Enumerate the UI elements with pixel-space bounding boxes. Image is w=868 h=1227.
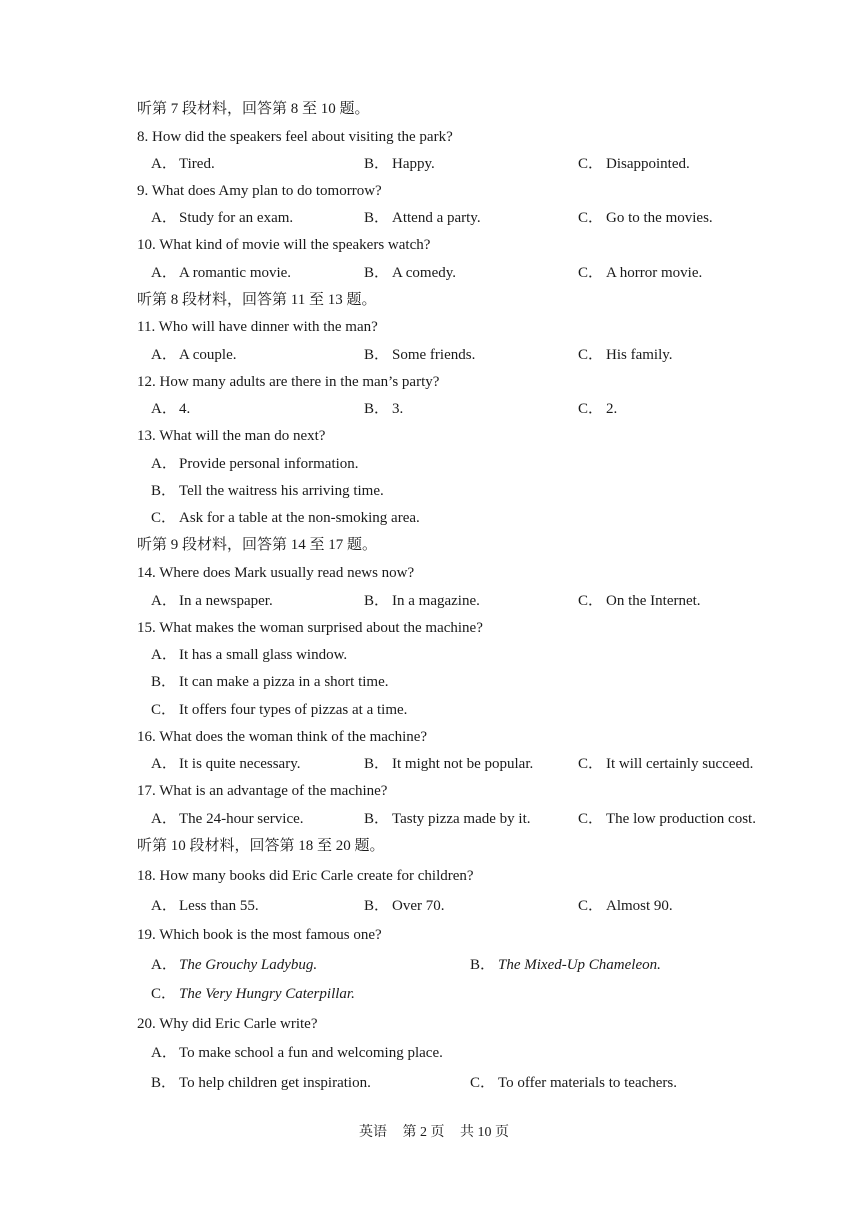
option-a: A． Tired. xyxy=(151,156,215,172)
option-c: C． The low production cost. xyxy=(578,811,756,827)
option-b: B． 3. xyxy=(364,401,404,417)
option-a: A． It is quite necessary. xyxy=(151,756,301,772)
option-b: B． Happy. xyxy=(364,156,435,172)
question-stem: 13. What will the man do next? xyxy=(137,428,326,444)
question-stem: 8. How did the speakers feel about visiting the park? xyxy=(137,129,453,145)
option-b: B． The Mixed-Up Chameleon. xyxy=(470,957,661,973)
option-c: C． Almost 90. xyxy=(578,898,673,914)
footer-subject: 英语 xyxy=(359,1125,387,1140)
question-stem: 10. What kind of movie will the speakers watch? xyxy=(137,237,431,253)
option-a: A． A romantic movie. xyxy=(151,265,292,281)
option-c: C． Disappointed. xyxy=(578,156,690,172)
option-c: C． Ask for a table at the non-smoking area. xyxy=(151,510,420,526)
option-c: C． 2. xyxy=(578,401,618,417)
page-footer xyxy=(0,1121,868,1141)
section-heading: 听第 9 段材料，回答第 14 至 17 题。 xyxy=(137,537,378,553)
option-a: A． In a newspaper. xyxy=(151,593,273,609)
option-b: B． Some friends. xyxy=(364,347,476,363)
option-a: A． Provide personal information. xyxy=(151,456,359,472)
question-stem: 14. Where does Mark usually read news now? xyxy=(137,565,415,581)
option-b: B． Over 70. xyxy=(364,898,445,914)
question-stem: 20. Why did Eric Carle write? xyxy=(137,1016,318,1032)
option-b: B． It can make a pizza in a short time. xyxy=(151,674,389,690)
option-b: B． Tell the waitress his arriving time. xyxy=(151,483,384,499)
option-c: C． His family. xyxy=(578,347,673,363)
option-c: C． Go to the movies. xyxy=(578,210,713,226)
question-stem: 17. What is an advantage of the machine? xyxy=(137,783,388,799)
option-b: B． Tasty pizza made by it. xyxy=(364,811,531,827)
option-a: A． It has a small glass window. xyxy=(151,647,348,663)
footer-page-total: 共 10 页 xyxy=(460,1125,509,1140)
option-a: A． The Grouchy Ladybug. xyxy=(151,957,318,973)
section-heading: 听第 8 段材料，回答第 11 至 13 题。 xyxy=(137,292,377,308)
option-a: A． Study for an exam. xyxy=(151,210,294,226)
option-a: A． To make school a fun and welcoming place. xyxy=(151,1045,443,1061)
question-stem: 12. How many adults are there in the man’s party? xyxy=(137,374,440,390)
option-a: A． A couple. xyxy=(151,347,237,363)
option-a: A． Less than 55. xyxy=(151,898,259,914)
question-stem: 15. What makes the woman surprised about the machine? xyxy=(137,620,483,636)
question-stem: 18. How many books did Eric Carle create for children? xyxy=(137,868,474,884)
question-stem: 9. What does Amy plan to do tomorrow? xyxy=(137,183,382,199)
option-b: B． To help children get inspiration. xyxy=(151,1075,371,1091)
footer-page-number: 第 2 页 xyxy=(402,1125,445,1140)
option-b: B． It might not be popular. xyxy=(364,756,534,772)
option-a: A． 4. xyxy=(151,401,191,417)
option-c: C． It will certainly succeed. xyxy=(578,756,754,772)
option-b: B． Attend a party. xyxy=(364,210,481,226)
option-c: C． It offers four types of pizzas at a time. xyxy=(151,702,408,718)
option-c: C． The Very Hungry Caterpillar. xyxy=(151,986,355,1002)
question-stem: 16. What does the woman think of the machine? xyxy=(137,729,428,745)
section-heading: 听第 7 段材料，回答第 8 至 10 题。 xyxy=(137,101,370,117)
option-b: B． A comedy. xyxy=(364,265,457,281)
option-b: B． In a magazine. xyxy=(364,593,480,609)
option-a: A． The 24-hour service. xyxy=(151,811,304,827)
question-stem: 11. Who will have dinner with the man? xyxy=(137,319,378,335)
option-c: C． A horror movie. xyxy=(578,265,703,281)
question-stem: 19. Which book is the most famous one? xyxy=(137,927,382,943)
option-c: C． On the Internet. xyxy=(578,593,701,609)
section-heading: 听第 10 段材料，回答第 18 至 20 题。 xyxy=(137,838,385,854)
option-c: C． To offer materials to teachers. xyxy=(470,1075,678,1091)
